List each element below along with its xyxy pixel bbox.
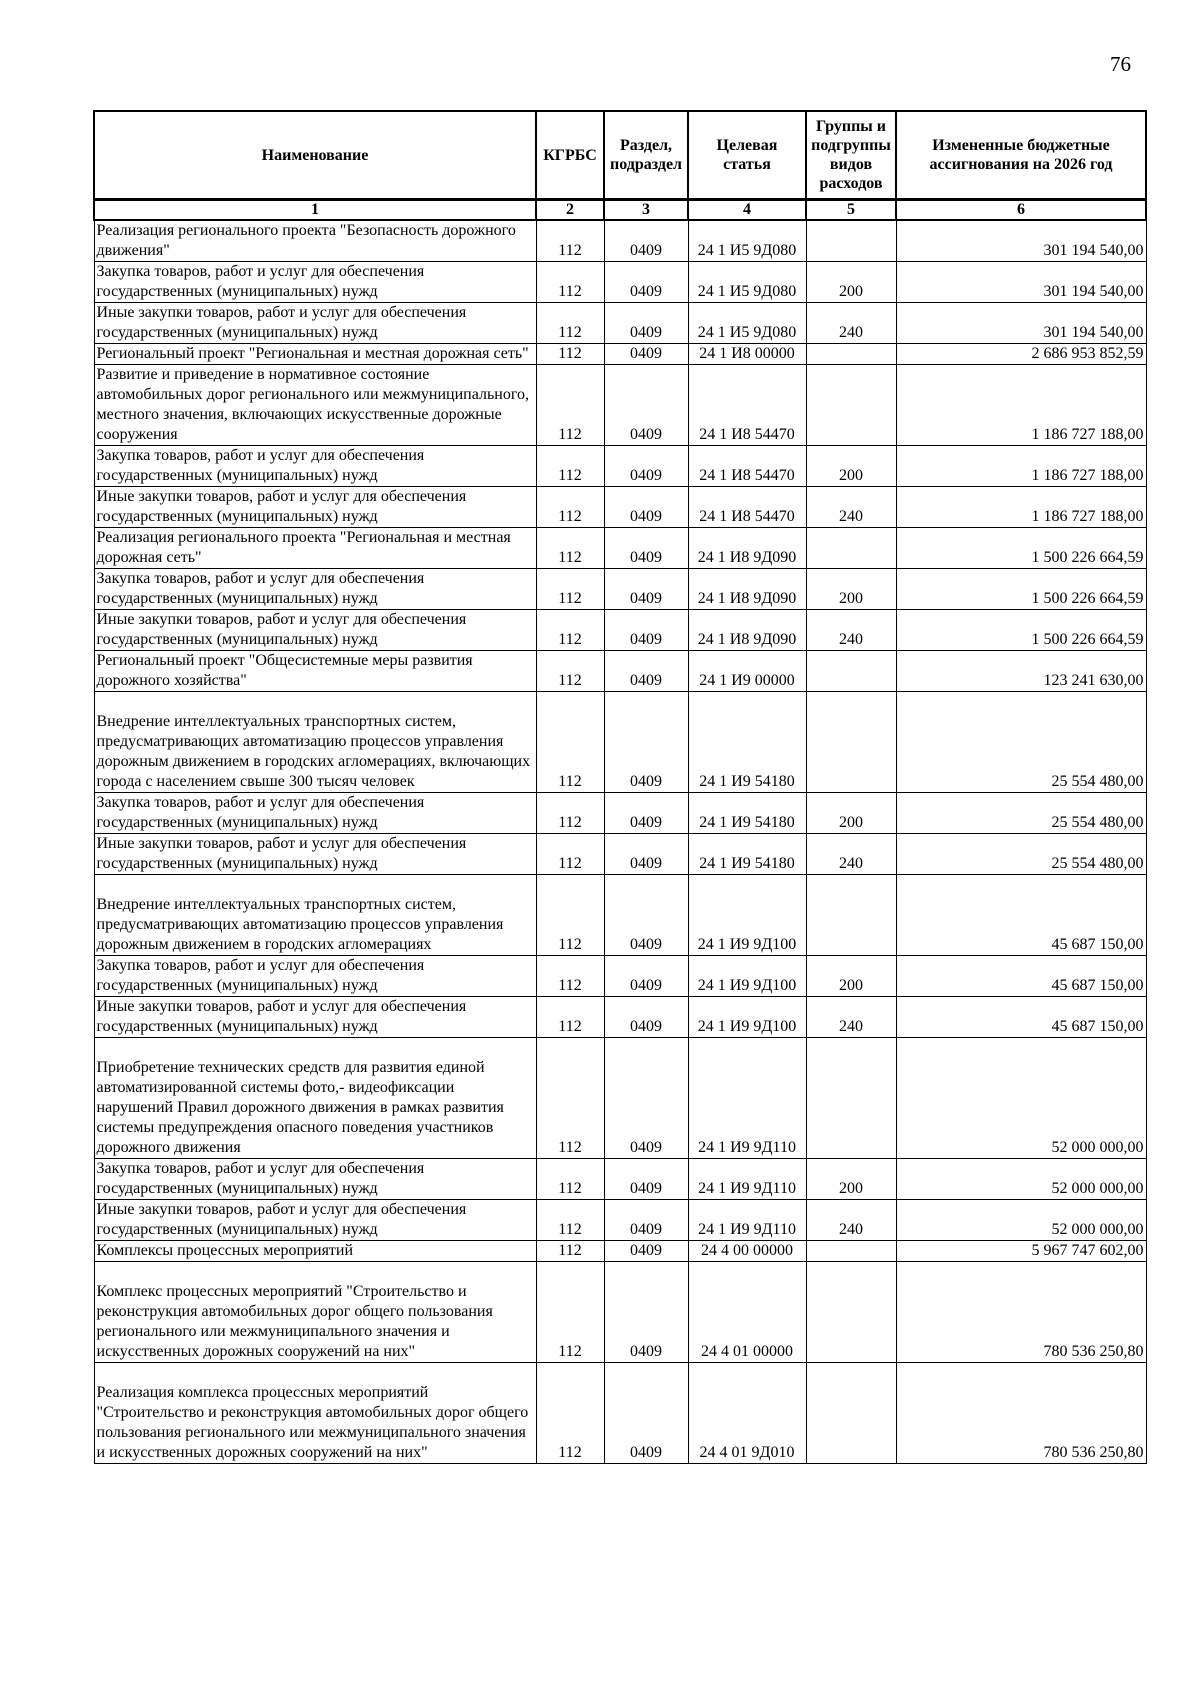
row-amount: 301 194 540,00: [896, 262, 1146, 303]
row-name: Иные закупки товаров, работ и услуг для обеспечения государственных (муниципальных) нужд: [94, 1200, 536, 1241]
row-amount: 1 186 727 188,00: [896, 487, 1146, 528]
table-row: [94, 446, 1146, 487]
row-group: [806, 220, 896, 262]
header-target: Целевая статья: [688, 111, 806, 200]
row-name: Закупка товаров, работ и услуг для обеспечения государственных (муниципальных) нужд: [94, 569, 536, 610]
row-amount: 301 194 540,00: [896, 303, 1146, 344]
row-amount: 1 500 226 664,59: [896, 528, 1146, 569]
row-amount: 123 241 630,00: [896, 651, 1146, 692]
row-kgrbs: 112: [536, 610, 604, 651]
table-row: [94, 651, 1146, 692]
table-row: [94, 1363, 1146, 1464]
row-kgrbs: 112: [536, 446, 604, 487]
row-kgrbs: 112: [536, 997, 604, 1038]
header-row: [94, 111, 1146, 200]
row-section: 0409: [604, 1200, 688, 1241]
column-number: 1: [94, 200, 536, 221]
row-group: 240: [806, 1200, 896, 1241]
column-number: 3: [604, 200, 688, 221]
row-group: [806, 344, 896, 365]
row-section: 0409: [604, 610, 688, 651]
row-amount: 1 500 226 664,59: [896, 610, 1146, 651]
table-body: [94, 220, 1146, 1464]
row-kgrbs: 112: [536, 1363, 604, 1464]
row-group: 200: [806, 262, 896, 303]
row-kgrbs: 112: [536, 956, 604, 997]
row-amount: 45 687 150,00: [896, 875, 1146, 956]
row-target: 24 1 И5 9Д080: [688, 262, 806, 303]
row-name: Закупка товаров, работ и услуг для обеспечения государственных (муниципальных) нужд: [94, 262, 536, 303]
row-group: 200: [806, 569, 896, 610]
column-number: 6: [896, 200, 1146, 221]
table-row: [94, 692, 1146, 793]
row-kgrbs: 112: [536, 365, 604, 446]
row-kgrbs: 112: [536, 1038, 604, 1159]
row-name: Региональный проект "Общесистемные меры развития дорожного хозяйства": [94, 651, 536, 692]
row-group: 240: [806, 610, 896, 651]
row-section: 0409: [604, 1038, 688, 1159]
row-amount: 52 000 000,00: [896, 1200, 1146, 1241]
row-name: Иные закупки товаров, работ и услуг для обеспечения государственных (муниципальных) нужд: [94, 834, 536, 875]
row-name: Региональный проект "Региональная и местная дорожная сеть": [94, 344, 536, 365]
table-row: [94, 1038, 1146, 1159]
row-section: 0409: [604, 262, 688, 303]
row-target: 24 1 И9 9Д100: [688, 997, 806, 1038]
table-row: [94, 1200, 1146, 1241]
row-target: 24 1 И9 9Д100: [688, 875, 806, 956]
row-target: 24 4 01 00000: [688, 1262, 806, 1363]
row-name: Закупка товаров, работ и услуг для обеспечения государственных (муниципальных) нужд: [94, 793, 536, 834]
row-target: 24 1 И8 00000: [688, 344, 806, 365]
row-target: 24 1 И8 54470: [688, 487, 806, 528]
row-name: Закупка товаров, работ и услуг для обеспечения государственных (муниципальных) нужд: [94, 956, 536, 997]
table-row: [94, 365, 1146, 446]
row-kgrbs: 112: [536, 344, 604, 365]
row-amount: 45 687 150,00: [896, 956, 1146, 997]
row-name: Иные закупки товаров, работ и услуг для обеспечения государственных (муниципальных) нужд: [94, 610, 536, 651]
row-name: Иные закупки товаров, работ и услуг для обеспечения государственных (муниципальных) нужд: [94, 303, 536, 344]
row-name: Реализация комплекса процессных мероприятий "Строительство и реконструкция автомобильных дорог общего пользования регионального или межмуниципального значения и искусственных дорожных сооружений на них": [94, 1363, 536, 1464]
row-name: Комплекс процессных мероприятий "Строительство и реконструкция автомобильных дорог общего пользования регионального или межмуниципального значения и искусственных дорожных сооружений на них": [94, 1262, 536, 1363]
row-group: 240: [806, 303, 896, 344]
row-name: Внедрение интеллектуальных транспортных систем, предусматривающих автоматизацию процессов управления дорожным движением в городских агломерациях, включающих города с населением свыше 300 тысяч человек: [94, 692, 536, 793]
row-kgrbs: 112: [536, 1200, 604, 1241]
column-number: 2: [536, 200, 604, 221]
row-kgrbs: 112: [536, 569, 604, 610]
row-amount: 52 000 000,00: [896, 1038, 1146, 1159]
table-row: [94, 220, 1146, 262]
header-section: Раздел, подраздел: [604, 111, 688, 200]
row-group: [806, 875, 896, 956]
row-amount: 1 186 727 188,00: [896, 446, 1146, 487]
row-group: 200: [806, 956, 896, 997]
row-target: 24 1 И8 54470: [688, 446, 806, 487]
row-kgrbs: 112: [536, 875, 604, 956]
table-row: [94, 262, 1146, 303]
row-section: 0409: [604, 651, 688, 692]
row-name: Закупка товаров, работ и услуг для обеспечения государственных (муниципальных) нужд: [94, 1159, 536, 1200]
row-amount: 45 687 150,00: [896, 997, 1146, 1038]
row-name: Приобретение технических средств для развития единой автоматизированной системы фото,- видеофиксации нарушений Правил дорожного движения в рамках развития системы предупреждения опасного поведения участников дорожного движения: [94, 1038, 536, 1159]
row-group: 200: [806, 446, 896, 487]
row-section: 0409: [604, 875, 688, 956]
row-target: 24 1 И8 9Д090: [688, 569, 806, 610]
row-kgrbs: 112: [536, 303, 604, 344]
row-section: 0409: [604, 692, 688, 793]
row-amount: 1 186 727 188,00: [896, 365, 1146, 446]
row-section: 0409: [604, 569, 688, 610]
row-target: 24 1 И8 9Д090: [688, 528, 806, 569]
row-section: 0409: [604, 303, 688, 344]
row-target: 24 1 И9 9Д110: [688, 1038, 806, 1159]
table-row: [94, 997, 1146, 1038]
row-target: 24 1 И8 9Д090: [688, 610, 806, 651]
row-amount: 25 554 480,00: [896, 834, 1146, 875]
row-target: 24 1 И9 54180: [688, 793, 806, 834]
table-row: [94, 569, 1146, 610]
header-amount: Измененные бюджетные ассигнования на 2026 год: [896, 111, 1146, 200]
row-amount: 1 500 226 664,59: [896, 569, 1146, 610]
row-kgrbs: 112: [536, 692, 604, 793]
row-target: 24 4 00 00000: [688, 1241, 806, 1262]
row-kgrbs: 112: [536, 487, 604, 528]
row-target: 24 1 И5 9Д080: [688, 303, 806, 344]
row-kgrbs: 112: [536, 1262, 604, 1363]
row-kgrbs: 112: [536, 793, 604, 834]
row-section: 0409: [604, 220, 688, 262]
row-group: 240: [806, 487, 896, 528]
row-section: 0409: [604, 1241, 688, 1262]
row-name: Реализация регионального проекта "Безопасность дорожного движения": [94, 220, 536, 262]
row-section: 0409: [604, 834, 688, 875]
row-name: Развитие и приведение в нормативное состояние автомобильных дорог регионального или межмуниципального, местного значения, включающих искусственные дорожные сооружения: [94, 365, 536, 446]
row-amount: 780 536 250,80: [896, 1262, 1146, 1363]
row-group: [806, 651, 896, 692]
row-section: 0409: [604, 1262, 688, 1363]
row-name: Внедрение интеллектуальных транспортных систем, предусматривающих автоматизацию процессов управления дорожным движением в городских агломерациях: [94, 875, 536, 956]
row-target: 24 4 01 9Д010: [688, 1363, 806, 1464]
table-row: [94, 1262, 1146, 1363]
row-section: 0409: [604, 487, 688, 528]
row-group: 240: [806, 834, 896, 875]
row-group: [806, 1241, 896, 1262]
table-row: [94, 1241, 1146, 1262]
row-kgrbs: 112: [536, 651, 604, 692]
row-section: 0409: [604, 997, 688, 1038]
row-amount: 25 554 480,00: [896, 692, 1146, 793]
row-group: 200: [806, 793, 896, 834]
row-section: 0409: [604, 446, 688, 487]
row-kgrbs: 112: [536, 1159, 604, 1200]
table-row: [94, 793, 1146, 834]
row-amount: 2 686 953 852,59: [896, 344, 1146, 365]
budget-table: [93, 110, 1147, 1464]
row-target: 24 1 И9 00000: [688, 651, 806, 692]
table-row: [94, 956, 1146, 997]
table-row: [94, 303, 1146, 344]
row-group: [806, 1038, 896, 1159]
row-target: 24 1 И9 9Д110: [688, 1200, 806, 1241]
row-group: [806, 1363, 896, 1464]
row-kgrbs: 112: [536, 834, 604, 875]
row-group: [806, 692, 896, 793]
row-name: Иные закупки товаров, работ и услуг для обеспечения государственных (муниципальных) нужд: [94, 997, 536, 1038]
column-number: 4: [688, 200, 806, 221]
row-name: Закупка товаров, работ и услуг для обеспечения государственных (муниципальных) нужд: [94, 446, 536, 487]
row-kgrbs: 112: [536, 220, 604, 262]
row-name: Иные закупки товаров, работ и услуг для обеспечения государственных (муниципальных) нужд: [94, 487, 536, 528]
row-name: Комплексы процессных мероприятий: [94, 1241, 536, 1262]
table-row: [94, 834, 1146, 875]
header-kgrbs: КГРБС: [536, 111, 604, 200]
row-group: [806, 365, 896, 446]
row-target: 24 1 И9 9Д100: [688, 956, 806, 997]
row-kgrbs: 112: [536, 262, 604, 303]
table-row: [94, 875, 1146, 956]
row-group: 200: [806, 1159, 896, 1200]
row-group: 240: [806, 997, 896, 1038]
row-target: 24 1 И8 54470: [688, 365, 806, 446]
row-section: 0409: [604, 1363, 688, 1464]
table-row: [94, 528, 1146, 569]
row-section: 0409: [604, 956, 688, 997]
page-number: 76: [1110, 52, 1131, 76]
row-amount: 301 194 540,00: [896, 220, 1146, 262]
row-group: [806, 1262, 896, 1363]
table-row: [94, 1159, 1146, 1200]
row-name: Реализация регионального проекта "Региональная и местная дорожная сеть": [94, 528, 536, 569]
header-groups: Группы и подгруппы видов расходов: [806, 111, 896, 200]
column-number-row: [94, 200, 1146, 221]
row-amount: 25 554 480,00: [896, 793, 1146, 834]
row-target: 24 1 И5 9Д080: [688, 220, 806, 262]
row-group: [806, 528, 896, 569]
header-name: Наименование: [94, 111, 536, 200]
row-kgrbs: 112: [536, 528, 604, 569]
row-target: 24 1 И9 9Д110: [688, 1159, 806, 1200]
row-section: 0409: [604, 793, 688, 834]
row-section: 0409: [604, 365, 688, 446]
row-target: 24 1 И9 54180: [688, 692, 806, 793]
row-amount: 52 000 000,00: [896, 1159, 1146, 1200]
row-section: 0409: [604, 528, 688, 569]
row-amount: 5 967 747 602,00: [896, 1241, 1146, 1262]
row-section: 0409: [604, 1159, 688, 1200]
row-kgrbs: 112: [536, 1241, 604, 1262]
table-row: [94, 610, 1146, 651]
table-row: [94, 344, 1146, 365]
row-amount: 780 536 250,80: [896, 1363, 1146, 1464]
row-section: 0409: [604, 344, 688, 365]
column-number: 5: [806, 200, 896, 221]
row-target: 24 1 И9 54180: [688, 834, 806, 875]
table-row: [94, 487, 1146, 528]
